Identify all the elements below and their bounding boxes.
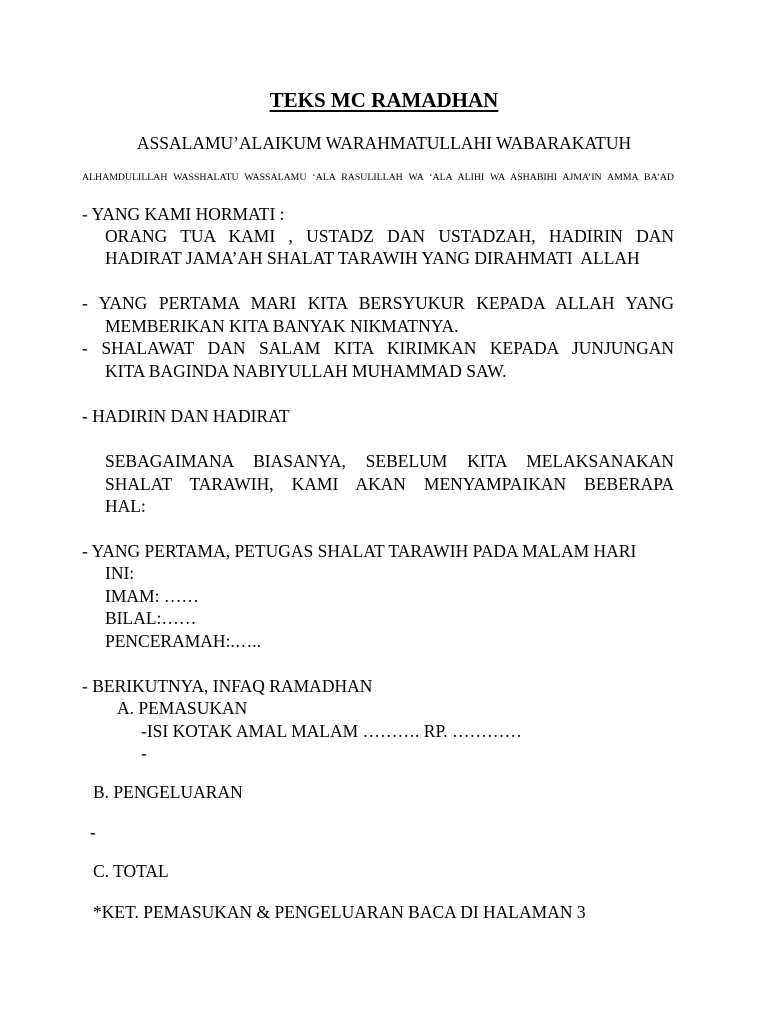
section1-heading: - YANG KAMI HORMATI : — [82, 204, 285, 224]
section2-line4: KITA BAGINDA NABIYULLAH MUHAMMAD SAW. — [105, 361, 507, 381]
section2-line3: - SHALAWAT DAN SALAM KITA KIRIMKAN KEPADA JUNJUNGAN — [82, 338, 674, 358]
section3-heading: - HADIRIN DAN HADIRAT — [82, 406, 290, 426]
section3-line1: SEBAGAIMANA BIASANYA, SEBELUM KITA MELAKSANAKAN — [105, 451, 674, 471]
section4-heading: - YANG PERTAMA, PETUGAS SHALAT TARAWIH PADA MALAM HARI — [82, 541, 637, 561]
section2-line2: MEMBERIKAN KITA BANYAK NIKMATNYA. — [105, 316, 459, 336]
section1-line2: HADIRAT JAMA’AH SHALAT TARAWIH YANG DIRAHMATI ALLAH — [105, 248, 640, 268]
document-title: TEKS MC RAMADHAN — [269, 88, 499, 112]
section4-line1: INI: — [105, 563, 135, 583]
section3-line2: SHALAT TARAWIH, KAMI AKAN MENYAMPAIKAN BEBERAPA — [105, 474, 674, 494]
greeting-text: ASSALAMU’ALAIKUM WARAHMATULLAHI WABARAKATUH — [136, 133, 632, 153]
note-line: *KET. PEMASUKAN & PENGELUARAN BACA DI HALAMAN 3 — [93, 902, 586, 922]
pengeluaran-dash: - — [90, 822, 96, 842]
opening-text: ALHAMDULILLAH WASSHALATU WASSALAMU ‘ALA RASULILLAH WA ‘ALA ALIHI WA ASHABIHI AJMA’IN AMMA BA’AD — [82, 172, 674, 183]
bilal-line: BILAL:…… — [105, 608, 197, 628]
penceramah-line: PENCERAMAH:.….. — [105, 631, 262, 651]
total-heading: C. TOTAL — [93, 861, 169, 881]
section5-heading: - BERIKUTNYA, INFAQ RAMADHAN — [82, 676, 373, 696]
kotak-amal-line: -ISI KOTAK AMAL MALAM ………. RP. ………… — [141, 721, 523, 741]
section3-line3: HAL: — [105, 496, 146, 516]
pengeluaran-heading: B. PENGELUARAN — [93, 782, 243, 802]
pemasukan-dash: - — [141, 743, 147, 763]
section2-line1: - YANG PERTAMA MARI KITA BERSYUKUR KEPADA ALLAH YANG — [82, 293, 674, 313]
section1-line1: ORANG TUA KAMI , USTADZ DAN USTADZAH, HADIRIN DAN — [105, 226, 674, 246]
imam-line: IMAM: …… — [105, 586, 199, 606]
pemasukan-heading: A. PEMASUKAN — [117, 698, 248, 718]
